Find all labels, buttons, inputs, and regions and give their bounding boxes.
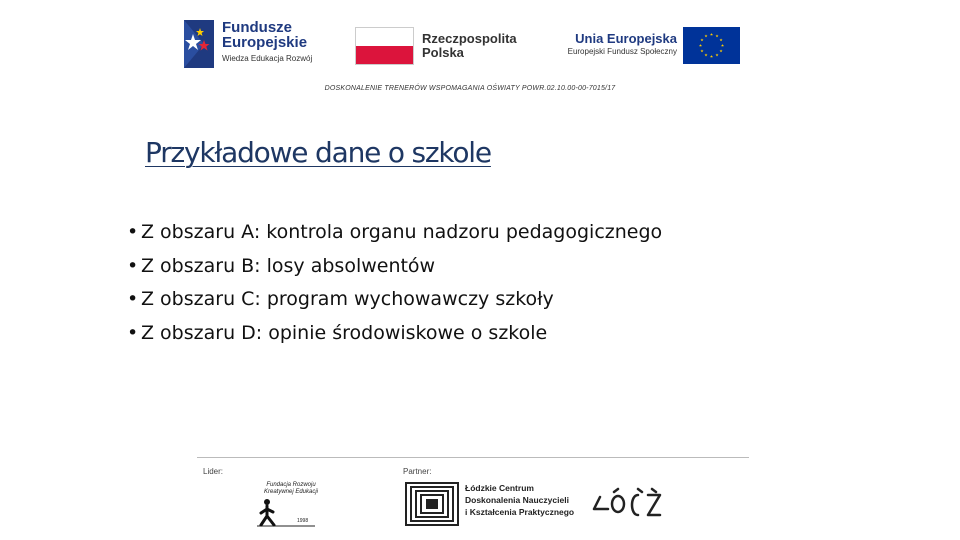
fundusze-europejskie-logo-text xyxy=(222,20,312,65)
partner-logo-line1: Łódzkie Centrum xyxy=(465,483,534,493)
concentric-squares-icon xyxy=(405,482,459,526)
lider-logo-line2: Kreatywnej Edukacji xyxy=(263,489,319,495)
partner-logo-line3: i Kształcenia Praktycznego xyxy=(465,507,575,517)
poland-line2: Polska xyxy=(422,45,464,60)
list-item xyxy=(127,250,662,284)
eu-flag-icon xyxy=(683,27,740,64)
partner-logo-text xyxy=(465,482,574,518)
eu-line1: Unia Europejska xyxy=(575,31,677,46)
list-item xyxy=(127,216,662,250)
polish-flag-icon xyxy=(355,27,414,65)
lodz-city-logo-icon xyxy=(590,487,665,521)
bullet-text: Z obszaru D: opinie środowiskowe o szkole xyxy=(141,321,548,344)
eu-logo-text xyxy=(552,31,677,58)
bullet-icon: • xyxy=(127,288,139,310)
partner-logo-line2: Doskonalenia Nauczycieli xyxy=(465,495,569,505)
funds-logo-line2: Europejskie xyxy=(222,34,308,51)
bullet-text: Z obszaru A: kontrola organu nadzoru pedagogicznego xyxy=(141,221,663,243)
lider-label: Lider: xyxy=(203,467,224,476)
bullet-icon: • xyxy=(127,321,139,344)
lider-logo-line1: Fundacja Rozwoju xyxy=(266,482,316,488)
lider-logo-year: 1998 xyxy=(297,518,309,524)
funds-logo-line3: Wiedza Edukacja Rozwój xyxy=(222,54,313,63)
bullet-list xyxy=(127,216,662,350)
partner-label: Partner: xyxy=(403,467,432,476)
poland-line1: Rzeczpospolita xyxy=(422,31,517,46)
project-code-line: DOSKONALENIE TRENERÓW WSPOMAGANIA OŚWIATY POWR.02.10.00-00-7015/17 xyxy=(324,85,616,92)
bullet-icon: • xyxy=(127,221,139,243)
header-logo-bar xyxy=(180,14,745,74)
list-item xyxy=(127,317,662,351)
footer-divider xyxy=(197,457,749,458)
list-item xyxy=(127,283,662,317)
bullet-text: Z obszaru B: losy absolwentów xyxy=(141,254,436,277)
bullet-icon: • xyxy=(127,254,139,277)
funds-logo-line1: Fundusze xyxy=(222,19,292,36)
fundusze-europejskie-star-icon xyxy=(180,18,220,70)
bullet-text: Z obszaru C: program wychowawczy szkoły xyxy=(141,288,554,310)
eu-line2: Europejski Fundusz Społeczny xyxy=(567,47,677,56)
page-title: Przykładowe dane o szkole xyxy=(145,136,491,169)
poland-logo-text xyxy=(422,32,517,60)
